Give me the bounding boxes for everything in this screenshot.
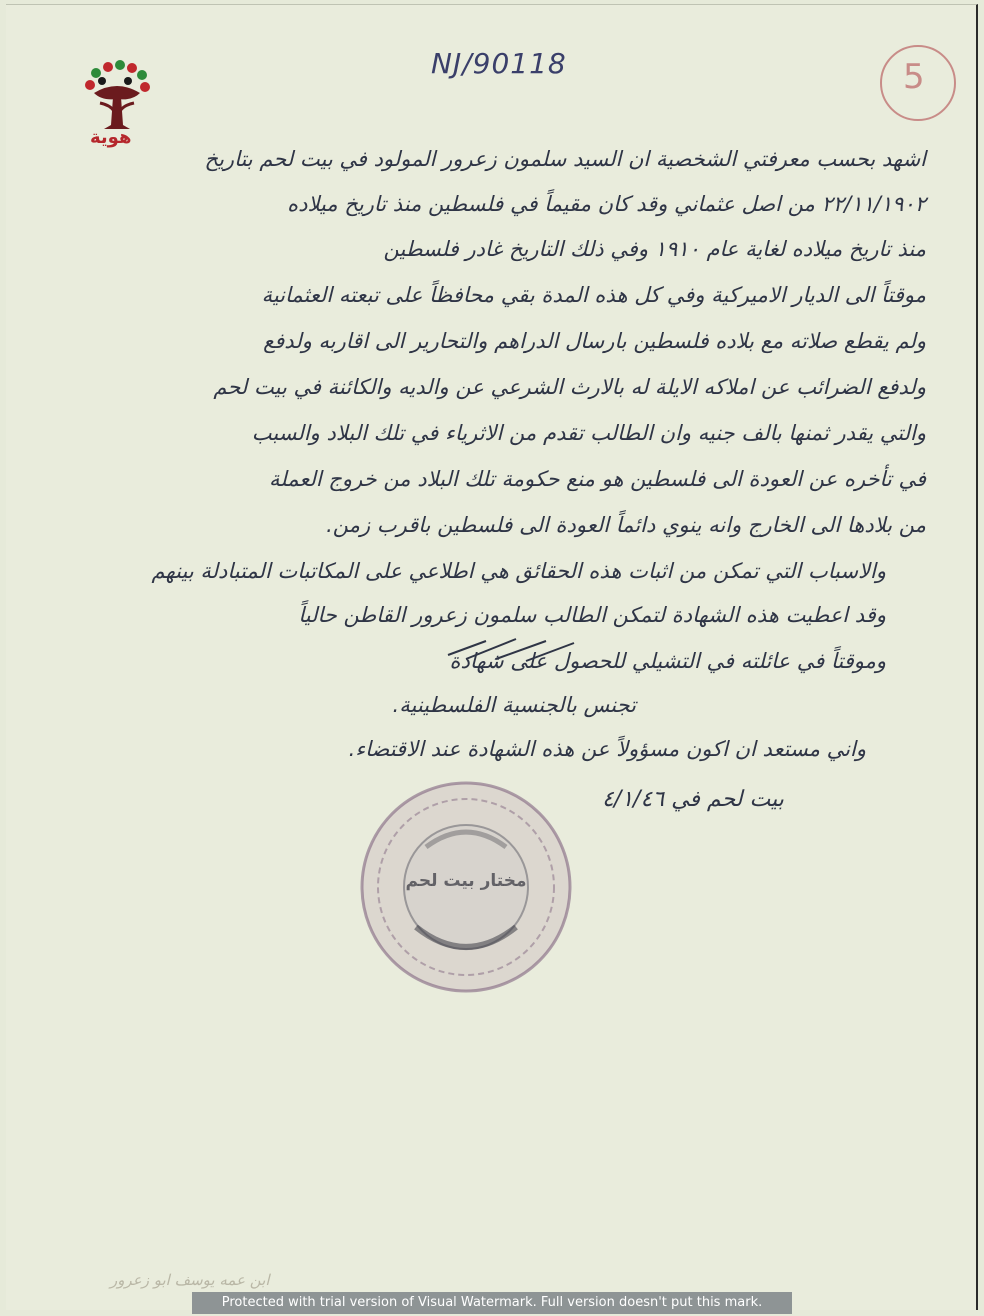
body-line: وموقتاً في عائلته في التشيلي للحصول على شهادة bbox=[449, 649, 886, 673]
body-line: موقتاً الى الديار الاميركية وفي كل هذه المدة بقي محافظاً على تبعته العثمانية bbox=[261, 283, 926, 307]
place-and-date: بيت لحم في ٤/١/٤٦ bbox=[602, 787, 784, 812]
strikethrough-mark bbox=[446, 635, 576, 665]
watermark-banner: Protected with trial version of Visual Watermark. Full version doesn't put this mark. bbox=[192, 1292, 792, 1314]
logo-text: هوية bbox=[90, 127, 132, 148]
body-line: ولدفع الضرائب عن املاكه الايلة له بالارث الشرعي عن والديه والكائنة في بيت لحم bbox=[213, 375, 926, 399]
reference-number: NJ/90118 bbox=[431, 47, 567, 80]
body-line: واني مستعد ان اكون مسؤولاً عن هذه الشهادة عند الاقتضاء. bbox=[348, 737, 866, 761]
body-line: اشهد بحسب معرفتي الشخصية ان السيد سلمون زعرور المولود في بيت لحم بتاريخ bbox=[204, 147, 926, 171]
tree-logo-icon bbox=[82, 59, 152, 177]
page-number: 5 bbox=[903, 57, 925, 97]
footnote: ابن عمه يوسف ابو زعرور bbox=[110, 1271, 270, 1289]
document-page bbox=[6, 4, 978, 1310]
body-line: منذ تاريخ ميلاده لغاية عام ١٩١٠ وفي ذلك التاريخ غادر فلسطين bbox=[383, 237, 926, 261]
body-line: من بلادها الى الخارج وانه ينوي دائماً العودة الى فلسطين باقرب زمن. bbox=[326, 513, 926, 537]
body-line: والاسباب التي تمكن من اثبات هذه الحقائق هي اطلاعي على المكاتبات المتبادلة بينهم bbox=[151, 559, 886, 583]
body-line: وقد اعطيت هذه الشهادة لتمكن الطالب سلمون زعرور القاطن حالياً bbox=[298, 603, 886, 627]
body-line: تجنس بالجنسية الفلسطينية. bbox=[392, 693, 636, 717]
body-line: ٢٢/١١/١٩٠٢ من اصل عثماني وقد كان مقيماً في فلسطين منذ تاريخ ميلاده bbox=[287, 192, 926, 216]
stamp-text: مختار بيت لحم bbox=[405, 871, 527, 891]
body-line: والتي يقدر ثمنها بالف جنيه وان الطالب تقدم من الاثرياء في تلك البلاد والسبب bbox=[251, 421, 926, 445]
body-line: في تأخره عن العودة الى فلسطين هو منع حكومة تلك البلاد من خروج العملة bbox=[268, 467, 926, 491]
body-line: ولم يقطع صلاته مع بلاده فلسطين بارسال الدراهم والتحارير الى اقاربه ولدفع bbox=[263, 329, 926, 353]
